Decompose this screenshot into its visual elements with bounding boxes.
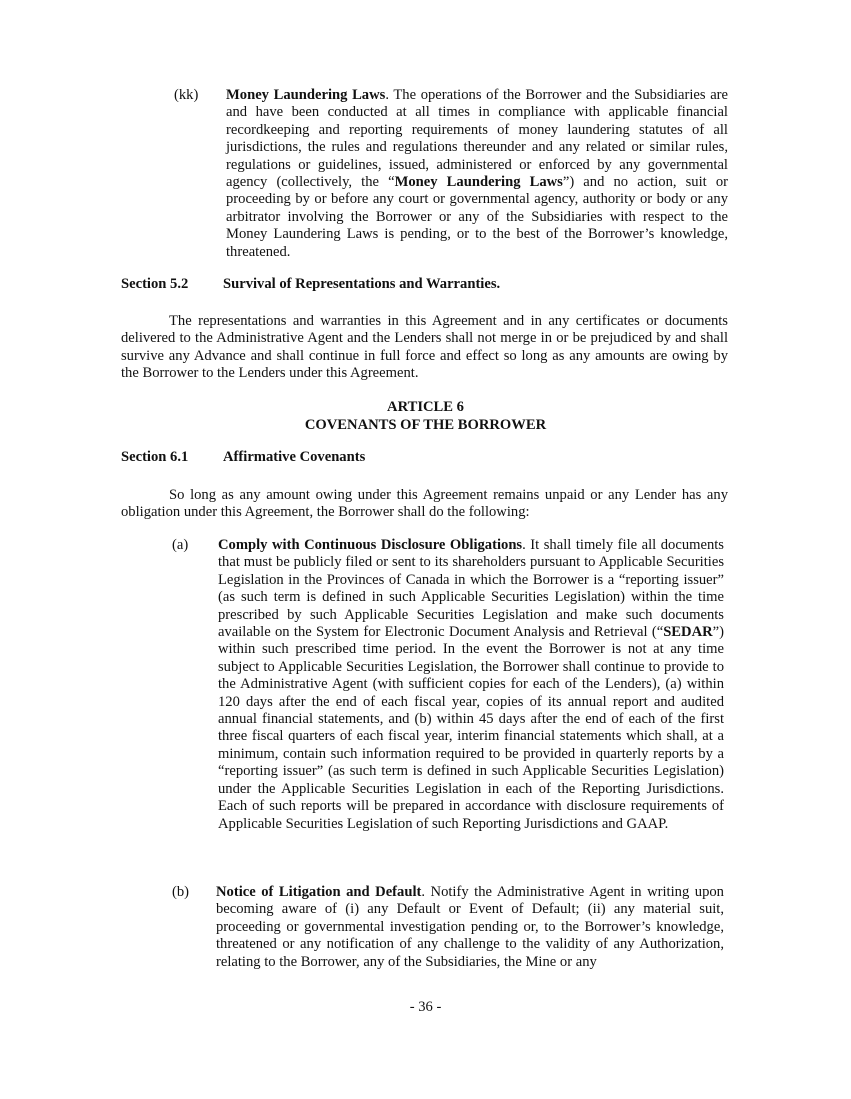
section-paragraph: The representations and warranties in this Agreement and in any certificates or documents delivered to the Administrative Agent and the Lenders shall not merge in or be prejudiced by and shall survive any Advance and shall continue in full force and effect so long as any amounts are owing by the Borrower to the Lenders under this Agreement. xyxy=(121,313,728,382)
clause-body xyxy=(218,537,724,833)
clause-marker: (kk) xyxy=(174,87,199,103)
section-heading xyxy=(121,276,721,294)
defined-term: SEDAR xyxy=(663,624,713,641)
clause-heading: Comply with Continuous Disclosure Obligations xyxy=(218,537,523,553)
article-title: COVENANTS OF THE BORROWER xyxy=(304,417,547,433)
section-paragraph: So long as any amount owing under this Agreement remains unpaid or any Lender has any obligation under this Agreement, the Borrower shall do the following: xyxy=(121,487,728,521)
clause-marker: (b) xyxy=(172,884,190,900)
clause-text: ”) and no action, suit or proceeding by or before any court or governmental agency, authority or body or any arbitrator involving the Borrower or any of the Subsidiaries with respect to the Money Laundering Laws is pending, or to the best of the Borrower’s knowledge, threatened. xyxy=(226,174,728,260)
section-heading xyxy=(121,449,721,467)
section-number: Section 5.2 xyxy=(121,276,189,292)
clause-body xyxy=(216,884,724,971)
section-title: Affirmative Covenants xyxy=(223,449,366,465)
article-number: ARTICLE 6 xyxy=(387,399,464,415)
clause-heading: Notice of Litigation and Default xyxy=(216,884,422,900)
section-number: Section 6.1 xyxy=(121,449,189,465)
defined-term: Money Laundering Laws xyxy=(394,174,563,191)
clause-marker: (a) xyxy=(172,537,189,553)
section-title: Survival of Representations and Warranties. xyxy=(223,276,501,292)
clause-text: . It shall timely file all documents that must be publicly filed or sent to its shareholders pursuant to Applicable Securities Legislation in the Provinces of Canada in which the Borrower is a “reporting issuer” (as such term is defined in such Applicable Securities Legislation) within the time prescribed by such Applicable Securities Legislation and make such documents available on the System for Electronic Document Analysis and Retrieval (“ xyxy=(218,537,724,641)
clause-text: . Notify the Administrative Agent in writing upon becoming aware of (i) any Default or Event of Default; (ii) any material suit, proceeding or governmental investigation pending or, to the Borrower’s knowledge, threatened or any notification of any challenge to the validity of any Authorization, relating to the Borrower, any of the Subsidiaries, the Mine or any xyxy=(216,884,724,970)
clause-text: ”) within such prescribed time period. In the event the Borrower is not at any time subject to Applicable Securities Legislation, the Borrower shall continue to provide to the Administrative Agent (with sufficient copies for each of the Lenders), (a) within 120 days after the end of each fiscal year, copies of its annual report and audited annual financial statements, and (b) within 45 days after the end of each of the first three fiscal quarters of each fiscal year, interim financial statements which shall, at a minimum, contain such information required to be provided in quarterly reports by a “reporting issuer” (as such term is defined in such Applicable Securities Legislation) under the Applicable Securities Legislation in each of the Reporting Jurisdictions. Each of such reports will be prepared in accordance with disclosure requirements of Applicable Securities Legislation of such Reporting Jurisdictions and GAAP. xyxy=(218,624,724,832)
page-number: - 36 - xyxy=(409,999,442,1015)
clause-text: . The operations of the Borrower and the Subsidiaries are and have been conducted at all times in compliance with applicable financial recordkeeping and reporting requirements of money laundering statutes of all jurisdictions, the rules and regulations thereunder and any related or similar rules, regulations or guidelines, issued, administered or enforced by any governmental agency (collectively, the “ xyxy=(226,87,729,191)
clause-body xyxy=(226,87,728,261)
clause-heading: Money Laundering Laws xyxy=(226,87,386,103)
